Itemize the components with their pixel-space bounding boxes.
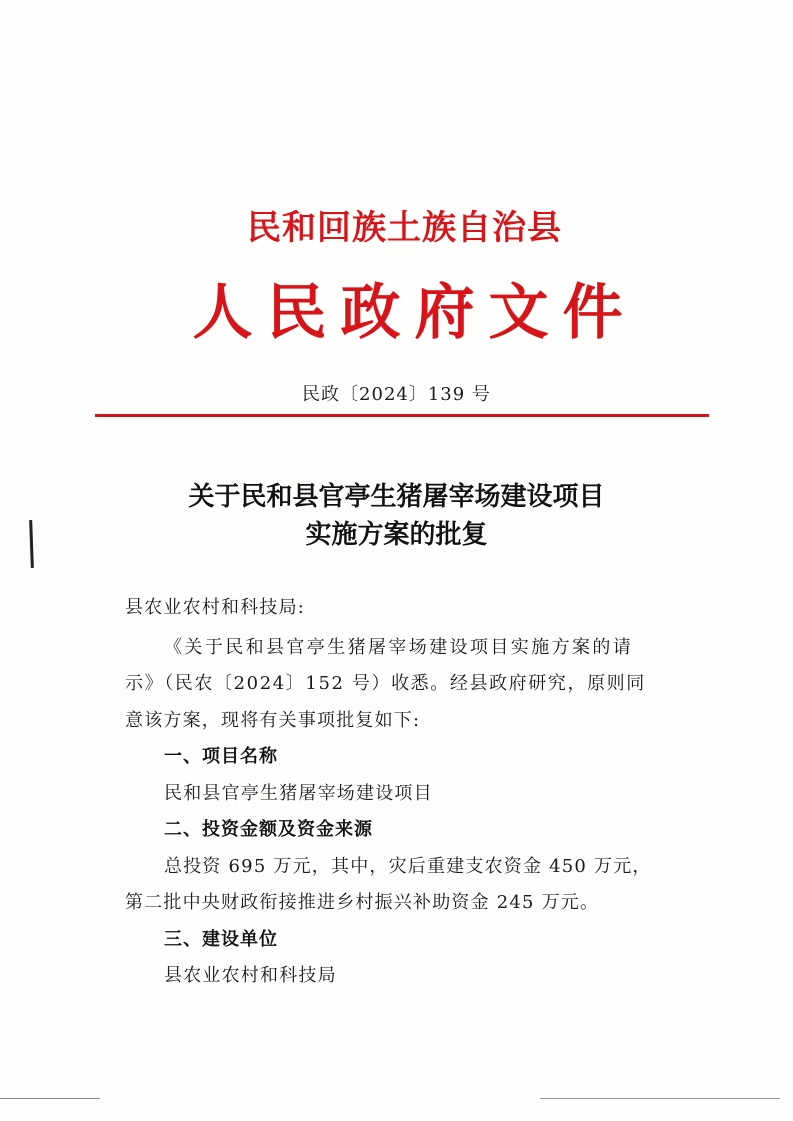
red-separator-line <box>95 414 709 417</box>
scan-artifact-line <box>540 1098 780 1099</box>
document-title-line-2: 实施方案的批复 <box>305 520 488 550</box>
paragraph-line: 《关于民和县官亭生猪屠宰场建设项目实施方案的请 <box>164 637 634 658</box>
paragraph-line: 意该方案，现将有关事项批复如下: <box>125 710 421 731</box>
section-content: 县农业农村和科技局 <box>164 965 337 986</box>
document-type-heading: 人民政府文件 <box>192 278 637 348</box>
document-number: 民政〔2024〕139 号 <box>302 384 491 405</box>
section-content: 第二批中央财政衔接推进乡村振兴补助资金 245 万元。 <box>125 892 600 913</box>
section-heading-investment: 二、投资金额及资金来源 <box>164 819 373 840</box>
section-content: 民和县官亭生猪屠宰场建设项目 <box>164 783 433 804</box>
scan-artifact-line <box>0 1098 100 1099</box>
addressee: 县农业农村和科技局: <box>125 597 306 618</box>
issuing-county: 民和回族土族自治县 <box>247 208 562 248</box>
document-title-line-1: 关于民和县官亭生猪屠宰场建设项目 <box>188 482 605 512</box>
section-heading-project-name: 一、项目名称 <box>164 746 278 767</box>
paragraph-line: 示》（民农〔2024〕152 号）收悉。经县政府研究，原则同 <box>125 673 646 694</box>
section-content: 总投资 695 万元，其中，灾后重建支农资金 450 万元， <box>164 856 652 877</box>
section-heading-construction-unit: 三、建设单位 <box>164 929 278 950</box>
